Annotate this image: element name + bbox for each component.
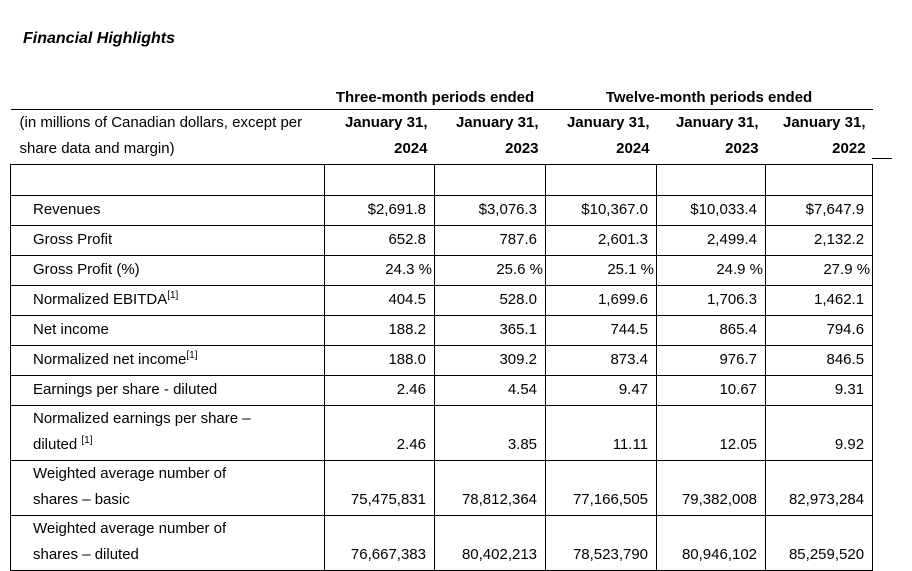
cell: 1,706.3 xyxy=(657,286,766,316)
cell: 2.46 xyxy=(325,406,435,461)
cell: 2,132.2 xyxy=(766,226,873,256)
table-row-gross-profit xyxy=(11,226,873,256)
column-header-12m-2023: January 31, 2023 xyxy=(657,110,766,165)
row-label: Gross Profit (%) xyxy=(11,256,325,286)
table-row-gross-profit-pct xyxy=(11,256,873,286)
footnote-ref: [1] xyxy=(167,290,179,301)
cell: 9.92 xyxy=(766,406,873,461)
column-header-3m-2023: January 31, 2023 xyxy=(435,110,546,165)
table-row-normalized-net-income xyxy=(11,346,873,376)
cell: 794.6 xyxy=(766,316,873,346)
table-row-normalized-ebitda xyxy=(11,286,873,316)
table-row-eps-diluted xyxy=(11,376,873,406)
cell: 85,259,520 xyxy=(766,516,873,571)
cell: 976.7 xyxy=(657,346,766,376)
spacer-cell xyxy=(657,165,766,196)
cell: 528.0 xyxy=(435,286,546,316)
table-body xyxy=(11,165,873,571)
cell: 75,475,831 xyxy=(325,461,435,516)
cell: 27.9 % xyxy=(766,256,873,286)
cell: 188.2 xyxy=(325,316,435,346)
cell: 1,462.1 xyxy=(766,286,873,316)
group-header-twelve-month: Twelve-month periods ended xyxy=(546,84,873,110)
footnote-ref: [1] xyxy=(186,350,198,361)
cell: 79,382,008 xyxy=(657,461,766,516)
table-row-normalized-eps-diluted xyxy=(11,406,873,461)
cell: 873.4 xyxy=(546,346,657,376)
cell: 309.2 xyxy=(435,346,546,376)
cell: $10,367.0 xyxy=(546,196,657,226)
column-header-12m-2024: January 31, 2024 xyxy=(546,110,657,165)
spacer-row xyxy=(11,165,873,196)
row-label: Earnings per share - diluted xyxy=(11,376,325,406)
cell: 188.0 xyxy=(325,346,435,376)
table-header xyxy=(11,84,873,165)
cell: 24.9 % xyxy=(657,256,766,286)
spacer-cell xyxy=(546,165,657,196)
cell: 3.85 xyxy=(435,406,546,461)
column-header-row xyxy=(11,110,873,165)
cell: 80,946,102 xyxy=(657,516,766,571)
row-label: Normalized earnings per share – diluted [1] xyxy=(11,406,325,461)
column-header-12m-2022: January 31, 2022 xyxy=(766,110,873,165)
cell: 404.5 xyxy=(325,286,435,316)
spacer-cell xyxy=(435,165,546,196)
unit-note-line1: (in millions of Canadian dollars, except per xyxy=(19,114,303,131)
cell: 11.11 xyxy=(546,406,657,461)
unit-note xyxy=(11,110,325,165)
page-title: Financial Highlights xyxy=(23,30,176,47)
cell: 9.47 xyxy=(546,376,657,406)
cell: $10,033.4 xyxy=(657,196,766,226)
spacer-cell xyxy=(766,165,873,196)
cell: 846.5 xyxy=(766,346,873,376)
table-row-net-income xyxy=(11,316,873,346)
row-label: Revenues xyxy=(11,196,325,226)
cell: 1,699.6 xyxy=(546,286,657,316)
cell: 2.46 xyxy=(325,376,435,406)
cell: 365.1 xyxy=(435,316,546,346)
group-header-three-month: Three-month periods ended xyxy=(325,84,546,110)
cell: $2,691.8 xyxy=(325,196,435,226)
spacer-cell xyxy=(325,165,435,196)
row-label: Net income xyxy=(11,316,325,346)
table-row-revenues xyxy=(11,196,873,226)
table-row-wavg-shares-basic xyxy=(11,461,873,516)
row-label: Normalized net income[1] xyxy=(11,346,325,376)
footnote-ref: [1] xyxy=(81,435,93,446)
cell: 12.05 xyxy=(657,406,766,461)
financial-highlights-table xyxy=(10,84,873,571)
cell: 787.6 xyxy=(435,226,546,256)
header-rule-extension xyxy=(872,158,892,159)
cell: $7,647.9 xyxy=(766,196,873,226)
cell: 77,166,505 xyxy=(546,461,657,516)
cell: 78,523,790 xyxy=(546,516,657,571)
cell: 82,973,284 xyxy=(766,461,873,516)
cell: 24.3 % xyxy=(325,256,435,286)
cell: 4.54 xyxy=(435,376,546,406)
unit-note-line2: share data and margin) xyxy=(19,140,175,157)
cell: 80,402,213 xyxy=(435,516,546,571)
row-label: Normalized EBITDA[1] xyxy=(11,286,325,316)
cell: 652.8 xyxy=(325,226,435,256)
cell: 744.5 xyxy=(546,316,657,346)
cell: 25.1 % xyxy=(546,256,657,286)
cell: 76,667,383 xyxy=(325,516,435,571)
row-label: Weighted average number of shares – diluted xyxy=(11,516,325,571)
cell: 25.6 % xyxy=(435,256,546,286)
period-group-header-row xyxy=(11,84,873,110)
table-row-wavg-shares-diluted xyxy=(11,516,873,571)
cell: 2,499.4 xyxy=(657,226,766,256)
cell: 10.67 xyxy=(657,376,766,406)
cell: 78,812,364 xyxy=(435,461,546,516)
cell: 865.4 xyxy=(657,316,766,346)
cell: 2,601.3 xyxy=(546,226,657,256)
row-label: Weighted average number of shares – basic xyxy=(11,461,325,516)
cell: 9.31 xyxy=(766,376,873,406)
corner-cell xyxy=(11,84,325,110)
column-header-3m-2024: January 31, 2024 xyxy=(325,110,435,165)
spacer-cell xyxy=(11,165,325,196)
row-label: Gross Profit xyxy=(11,226,325,256)
cell: $3,076.3 xyxy=(435,196,546,226)
